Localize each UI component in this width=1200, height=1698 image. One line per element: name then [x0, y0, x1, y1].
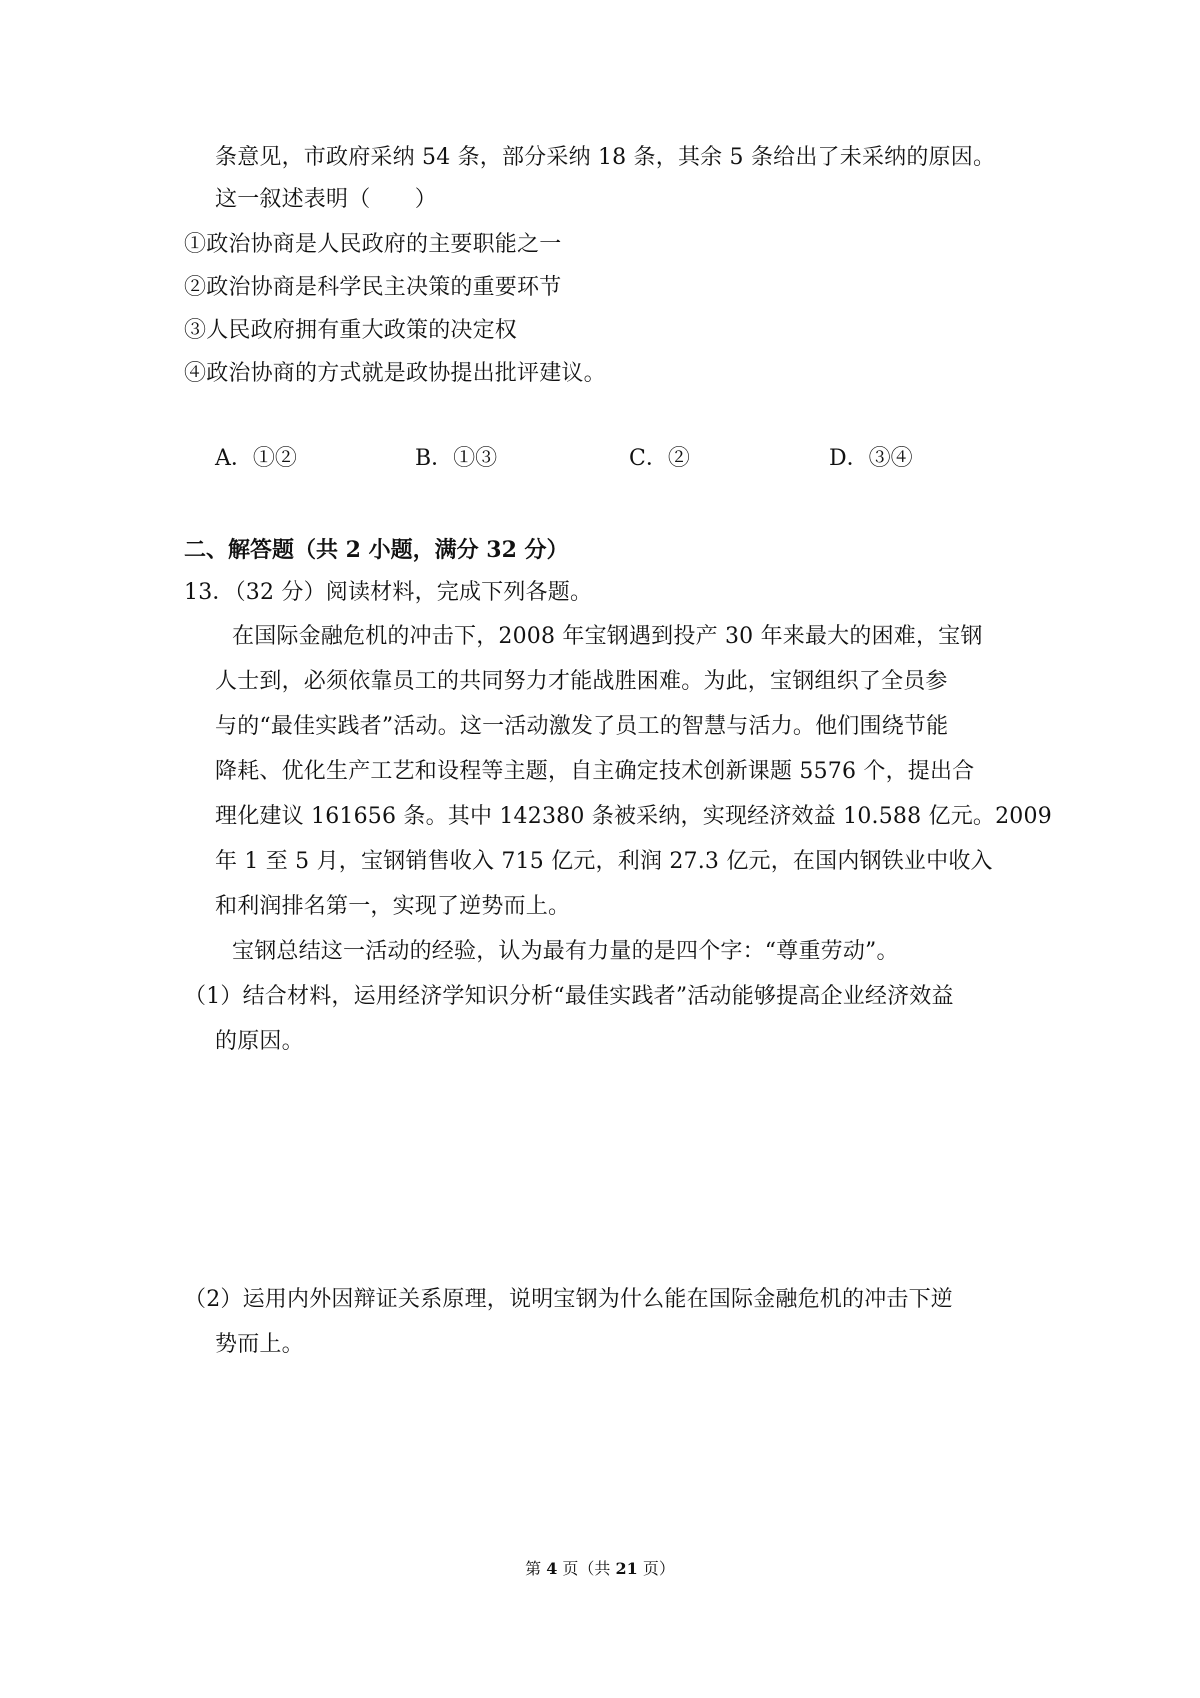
footer-total-pages: 21	[615, 1559, 638, 1578]
q13-sub2-line-1: （2）运用内外因辩证关系原理，说明宝钢为什么能在国际金融危机的冲击下逆	[184, 1287, 953, 1312]
q12-options	[215, 444, 975, 478]
q13-material-line-3: 与的“最佳实践者”活动。这一活动激发了员工的智慧与活力。他们围绕节能	[215, 714, 949, 739]
footer-prefix: 第	[525, 1559, 547, 1578]
q13-sub1-line-1: （1）结合材料，运用经济学知识分析“最佳实践者”活动能够提高企业经济效益	[184, 984, 954, 1009]
page-footer	[0, 1558, 1200, 1580]
q13-material-line-4: 降耗、优化生产工艺和设程等主题，自主确定技术创新课题 5576 个，提出合	[215, 759, 975, 784]
q12-statement-2: ②政治协商是科学民主决策的重要环节	[184, 275, 562, 300]
option-b[interactable]: B．①③	[415, 446, 498, 471]
option-a[interactable]: A．①②	[215, 446, 297, 471]
section-title: 二、解答题（共 2 小题，满分 32 分）	[184, 537, 569, 563]
footer-page-number: 4	[546, 1559, 558, 1578]
q13-material-line-1: 在国际金融危机的冲击下，2008 年宝钢遇到投产 30 年来最大的困难，宝钢	[232, 624, 983, 649]
q12-prompt: 这一叙述表明（ ）	[215, 187, 438, 212]
q13-sub1-line-2: 的原因。	[215, 1029, 304, 1054]
option-c[interactable]: C．②	[629, 446, 690, 471]
q13-material-line-2: 人士到，必须依靠员工的共同努力才能战胜困难。为此，宝钢组织了全员参	[215, 669, 948, 694]
q12-statement-3: ③人民政府拥有重大政策的决定权	[184, 318, 518, 343]
footer-suffix: 页）	[637, 1559, 675, 1578]
q13-material-line-5: 理化建议 161656 条。其中 142380 条被采纳，实现经济效益 10.588 亿元。2009	[215, 804, 1052, 829]
q12-statement-1: ①政治协商是人民政府的主要职能之一	[184, 232, 562, 257]
q13-summary: 宝钢总结这一活动的经验，认为最有力量的是四个字：“尊重劳动”。	[232, 939, 899, 964]
footer-middle: 页（共	[557, 1559, 616, 1578]
q13-material-line-6: 年 1 至 5 月，宝钢销售收入 715 亿元，利润 27.3 亿元，在国内钢铁业中收入	[215, 849, 993, 874]
q13-material-line-7: 和利润排名第一，实现了逆势而上。	[215, 894, 571, 919]
option-d[interactable]: D．③④	[829, 446, 913, 471]
q12-text-line: 条意见，市政府采纳 54 条，部分采纳 18 条，其余 5 条给出了未采纳的原因。	[215, 145, 996, 170]
q13-sub2-line-2: 势而上。	[215, 1332, 304, 1357]
q13-header: 13．（32 分）阅读材料，完成下列各题。	[184, 580, 593, 605]
q12-statement-4: ④政治协商的方式就是政协提出批评建议。	[184, 361, 606, 386]
